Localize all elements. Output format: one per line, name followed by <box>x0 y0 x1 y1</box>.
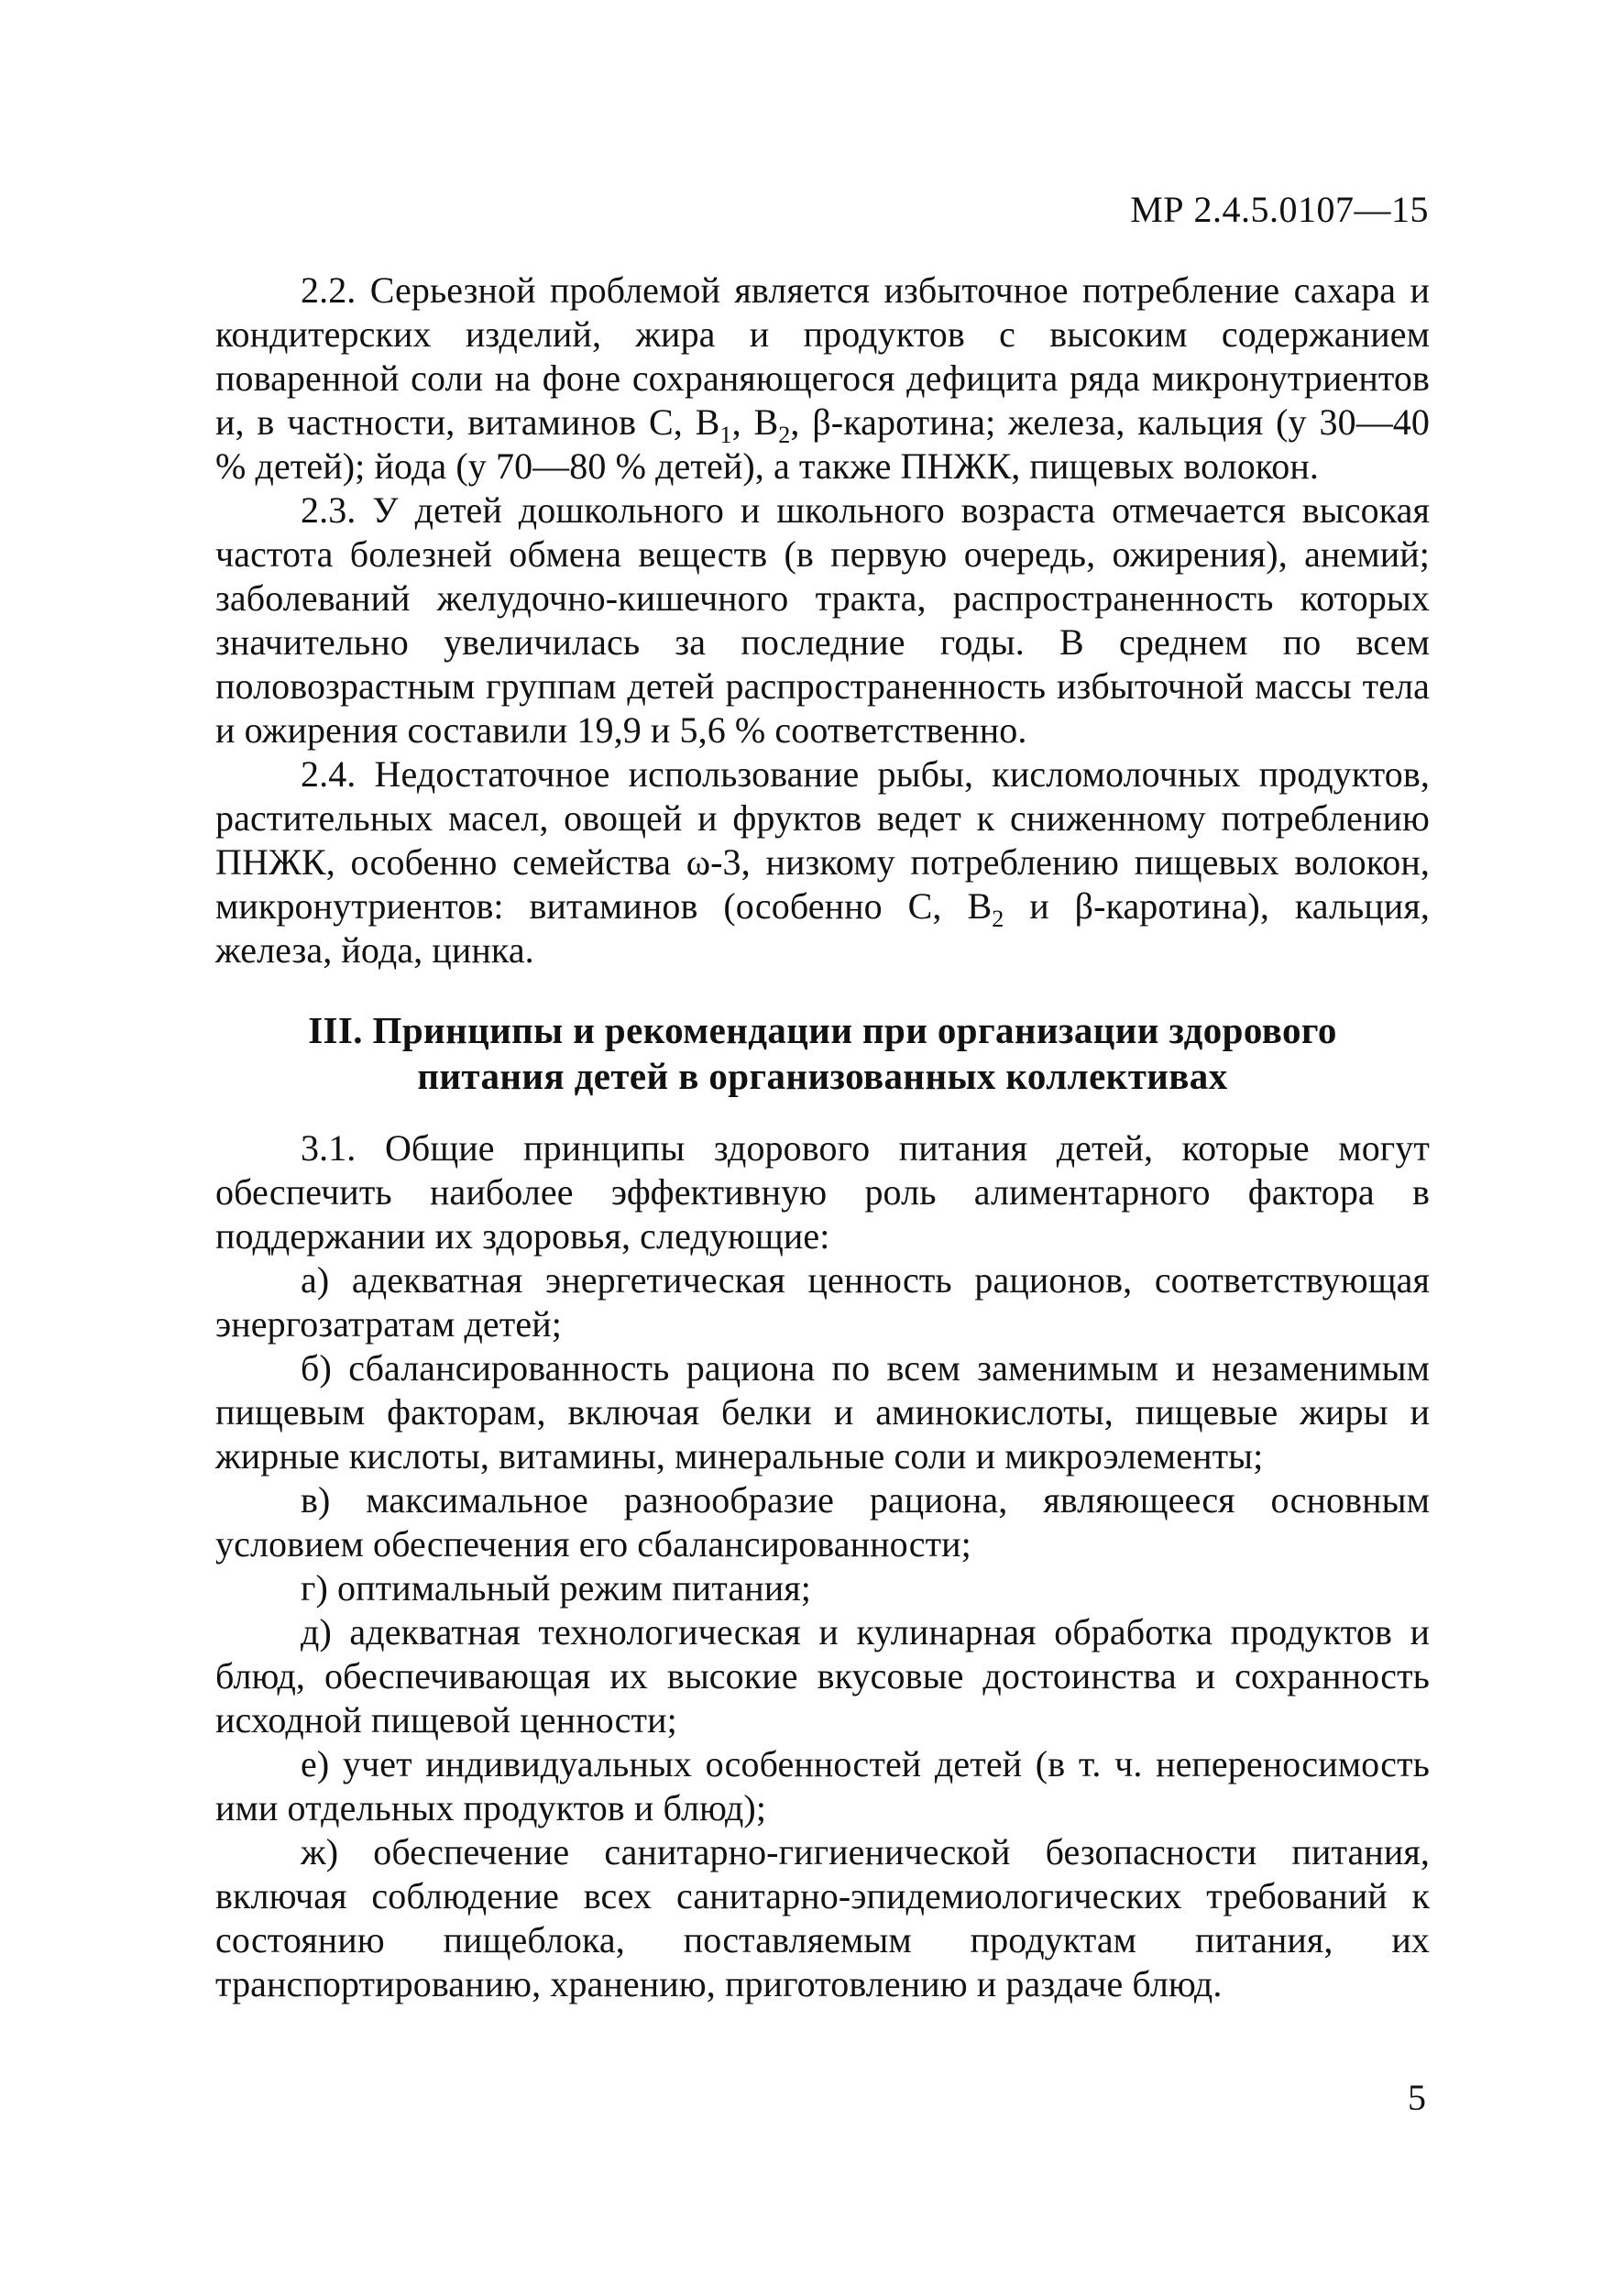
section-3-heading <box>215 1007 1430 1099</box>
list-item-d: д) адекватная технологическая и кулинарная обработка продуктов и блюд, обеспечивающая их высокие вкусовые достоинства и сохранность исходной пищевой ценности; <box>215 1611 1430 1740</box>
paragraph-2-2-mid: , В <box>731 401 779 443</box>
subscript-b2-second: 2 <box>992 906 1004 932</box>
paragraph-2-4-tail: и β-каротина), кальция, железа, йода, цинка. <box>215 885 1430 971</box>
list-item-b: б) сбалансированность рациона по всем заменимым и незаменимым пищевым факторам, включая белки и аминокислоты, пищевые жиры и жирные кислоты, витамины, минеральные соли и микроэлементы; <box>215 1347 1430 1477</box>
paragraph-2-2-tail: , β-каротина; железа, кальция (у 30—40 % детей); йода (у 70—80 % детей), а также ПНЖК, пищевых волокон. <box>215 401 1431 487</box>
list-item-zh: ж) обеспечение санитарно-гигиенической безопасности питания, включая соблюдение всех санитарно-эпидемиологических требований к состоянию пищеблока, поставляемым продуктам питания, их транспортированию, хранению, приготовлению и раздаче блюд. <box>215 1831 1430 2004</box>
paragraph-2-2-text: 2.2. Серьезной проблемой является избыточное потребление сахара и кондитерских изделий, жира и продуктов с высоким содержанием поваренной соли на фоне сохраняющегося дефицита ряда микронутриентов и, в частности, витаминов С, В <box>215 269 1430 443</box>
paragraph-2-4-text: 2.4. Недостаточное использование рыбы, кисломолочных продуктов, растительных масел, овощей и фруктов ведет к сниженному потреблению ПНЖК, особенно семейства ω-3, низкому потреблению пищевых волокон, микронутриентов: витаминов (особенно С, В <box>215 753 1430 927</box>
section-3-heading-line-2: питания детей в организованных коллективах <box>417 1055 1228 1097</box>
paragraph-2-4 <box>215 752 1430 972</box>
paragraph-2-3: 2.3. У детей дошкольного и школьного возраста отмечается высокая частота болезней обмена веществ (в первую очередь, ожирения), анемий; заболеваний желудочно-кишечного тракта, распространенность которых значительно увеличилась за последние годы. В среднем по всем половозрастным группам детей распространенность избыточной массы тела и ожирения составили 19,9 и 5,6 % соответственно. <box>215 489 1430 751</box>
list-item-e: е) учет индивидуальных особенностей детей (в т. ч. непереносимость ими отдельных продуктов и блюд); <box>215 1743 1430 1828</box>
document-code: МР 2.4.5.0107—15 <box>1130 189 1429 230</box>
list-item-g: г) оптимальный режим питания; <box>301 1567 811 1609</box>
subscript-b2: 2 <box>778 422 791 448</box>
subscript-b1: 1 <box>719 422 732 448</box>
page-number: 5 <box>1408 2077 1426 2118</box>
list-item-v: в) максимальное разнообразие рациона, являющееся основным условием обеспечения его сбалансированности; <box>215 1479 1430 1565</box>
paragraph-2-2 <box>215 269 1430 489</box>
document-body <box>215 269 1430 2006</box>
section-3-heading-line-1: III. Принципы и рекомендации при организации здорового <box>308 1009 1337 1051</box>
paragraph-3-1: 3.1. Общие принципы здорового питания детей, которые могут обеспечить наиболее эффективную роль алиментарного фактора в поддержании их здоровья, следующие: <box>215 1127 1430 1257</box>
list-item-a: а) адекватная энергетическая ценность рационов, соответствующая энергозатратам детей; <box>215 1259 1430 1345</box>
